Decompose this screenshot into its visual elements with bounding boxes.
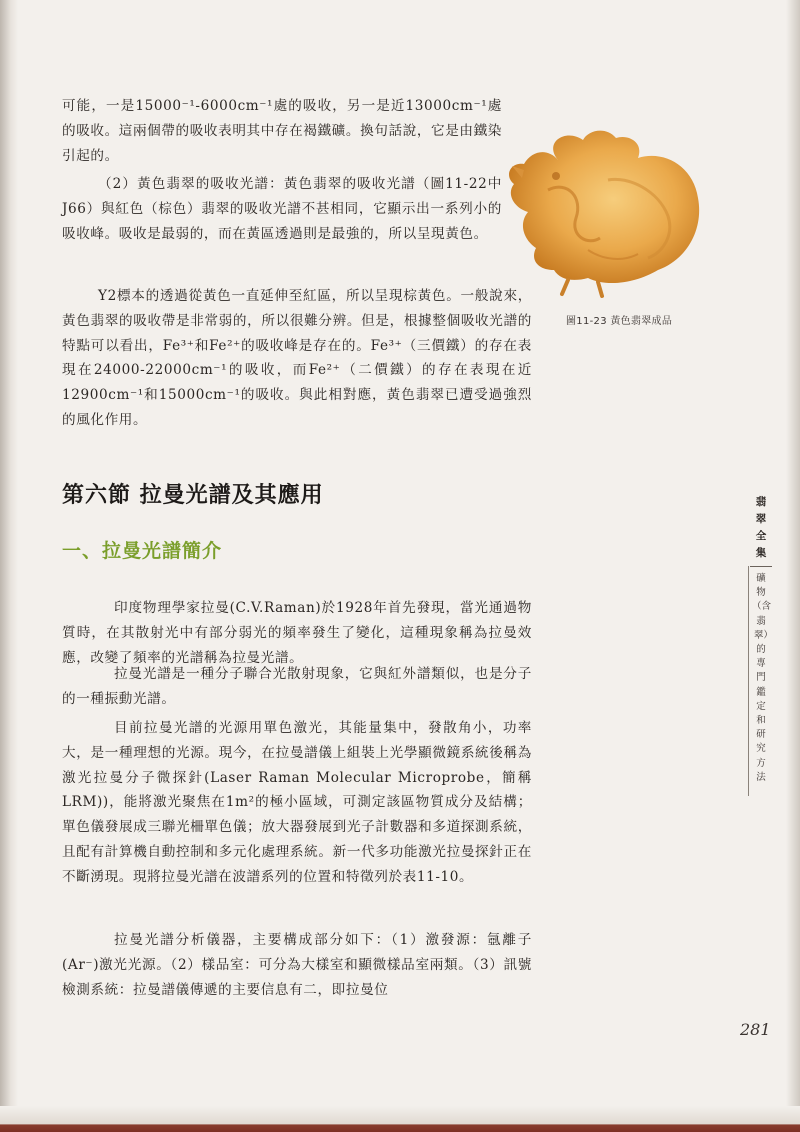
sidebar-series-title: 翡翠全集 [755,496,767,559]
sidebar-chapter-title: 礦物（含翡翠）的專門鑑定和研究方法 [752,573,772,783]
page-gutter-shadow [0,0,18,1132]
book-bottom-edge [0,1106,800,1132]
paragraph-yellow-jade-spectrum: （2）黃色翡翠的吸收光譜：黃色翡翠的吸收光譜（圖11-22中J66）與紅色（棕色）翡翠的吸收光譜不甚相同，它顯示出一系列小的吸收峰。吸收是最弱的，而在黃區透過則是最強的，所以呈現黃色。 [62,176,502,242]
paragraph-raman-light-source: 目前拉曼光譜的光源用單色激光，其能量集中，發散角小，功率大，是一種理想的光源。現今，在拉曼譜儀上組裝上光學顯微鏡系統後稱為激光拉曼分子微探針(Laser Raman Molecular Microprobe，簡稱LRM))，能將激光聚焦在1m²的極小區域，可測定該區物質成分及結構；單色儀發展成三聯光柵單色儀；放大器發展到光子計數器和多道探測系統，且配有計算機自動控制和多元化處理系統。新一代多功能激光拉曼探針正在不斷湧現。現將拉曼光譜在波譜系列的位置和特徵列於表11-10。 [62,720,532,885]
subsection-title: 一、拉曼光譜簡介 [62,540,223,562]
paragraph-raman-discovery: 印度物理學家拉曼(C.V.Raman)於1928年首先發現，當光通過物質時，在其散射光中有部分弱光的頻率發生了變化，這種現象稱為拉曼效應，改變了頻率的光譜稱為拉曼光譜。 [62,600,532,666]
yellow-jade-rooster-image [488,120,712,298]
paragraph-raman-definition: 拉曼光譜是一種分子聯合光散射現象，它與紅外譜類似，也是分子的一種振動光譜。 [62,666,532,707]
section-title: 第六節 拉曼光譜及其應用 [62,482,324,508]
paragraph-intro: 可能，一是15000⁻¹-6000cm⁻¹處的吸收，另一是近13000cm⁻¹處的吸收。這兩個帶的吸收表明其中存在褐鐵礦。換句話說，它是由鐵染引起的。 [62,98,503,164]
paragraph-y2-sample: Y2標本的透過從黃色一直延伸至紅區，所以呈現棕黃色。一般說來，黃色翡翠的吸收帶是非常弱的，所以很難分辨。但是，根據整個吸收光譜的特點可以看出，Fe³⁺和Fe²⁺的吸收峰是存在的。Fe³⁺（三價鐵）的存在表現在24000-22000cm⁻¹的吸收，而Fe²⁺（二價鐵）的存在表現在近12900cm⁻¹和15000cm⁻¹的吸收。與此相對應，黃色翡翠已遭受過強烈的風化作用。 [62,288,532,428]
page-number: 281 [740,1020,771,1039]
sidebar-divider [750,566,772,567]
page-edge [786,0,800,1132]
sidebar-vertical-rule [748,566,749,796]
figure-caption: 圖11-23 黃色翡翠成品 [566,316,673,327]
paragraph-raman-instrument: 拉曼光譜分析儀器，主要構成部分如下：（1）激發源：氬離子(Ar⁻)激光光源。（2）樣品室：可分為大樣室和顯微樣品室兩類。（3）訊號檢測系統：拉曼譜儀傳遞的主要信息有二，即拉曼位 [62,932,532,998]
